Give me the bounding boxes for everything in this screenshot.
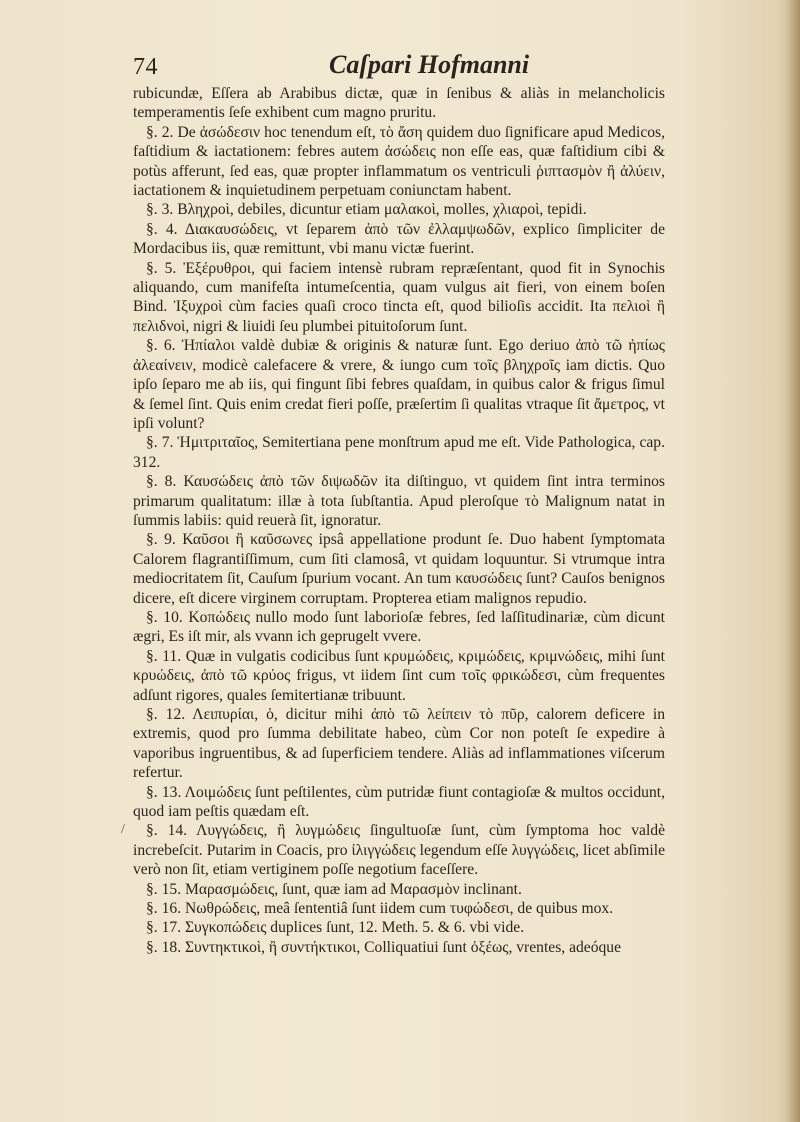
paragraph-8: §. 8. Καυσώδεις ἀπὸ τῶν διψωδῶν ita diſtinguo, vt quidem ſint intra terminos primarum qualitatum: illæ à tota ſubſtantia. Apud pleroſque τὸ Malignum natat in ſummis labiis: quid reuerà ſit, ignoratur. [133,473,665,529]
page-edge [786,0,800,1122]
text-body [133,84,665,957]
paragraph-9: §. 9. Καῦσοι ἢ καῦσωνες ipsâ appellatione produnt ſe. Duo habent ſymptomata Calorem flagrantiſſimum, cum ſiti clamosâ, vt quidam loquuntur. Si vtrumque intra mediocritatem ſit, Cauſum ſpurium vocant. An tum καυσώδεις ſunt? Cauſos benignos dicere, eſt dicere virginem corruptam. Propterea etiam malignos repudio. [133,531,665,607]
paragraph-15: §. 15. Μαρασμώδεις, ſunt, quæ iam ad Μαρασμὸν inclinant. [146,880,522,898]
paragraph-13: §. 13. Λοιμώδεις ſunt peſtilentes, cùm putridæ fiunt contagioſæ & multos occidunt, quod iam peſtis quædam eſt. [133,783,665,821]
paragraph-7: §. 7. Ἡμιτριταῖος, Semitertiana pene monſtrum apud me eſt. Vide Pathologica, cap. 312. [133,434,665,471]
paragraph-5: §. 5. Ἐξέρυθροι, qui faciem intensè rubram repræſentant, quod fit in Synochis aliquando, cum manifeſta intumeſcentia, quam vulgus ait fieri, von einem boſen Bind. Ἰξυχροὶ cùm facies quaſi croco tincta eſt, quod bilioſis accidit. Ita πελιοὶ ἢ πελιδνοὶ, nigri & liuidi ſeu plumbei pituitoſorum ſunt. [133,259,665,335]
paragraph-14: §. 14. Λυγγώδεις, ἢ λυγμώδεις ſingultuoſæ ſunt, cùm ſymptoma hoc valdè increbeſcit. Putarim in Coacis, pro ἰλιγγώδεις legendum eſſe λυγγώδεις, licet abſimile verò non ſit, etiam vertiginem poſſe negotium faceſſere. [133,822,665,879]
running-title: Caſpari Hofmanni [329,50,530,79]
paragraph-17: §. 17. Συγκοπώδεις duplices ſunt, 12. Meth. 5. & 6. vbi vide. [146,919,525,937]
paragraph-10: §. 10. Κοπώδεις nullo modo ſunt laborioſæ febres, ſed laſſitudinariæ, cùm dicunt ægri, Es iſt mir, als vvann ich geprugelt vvere. [133,608,665,646]
paragraph-2: §. 2. De ἀσώδεσιν hoc tenendum eſt, τὸ ἄση quidem duo ſignificare apud Medicos, faſtidium & iactationem: febres autem ἀσώδεις non eſſe eas, quæ faſtidium cibi & potùs afferunt, ſed eas, quæ propter inflammatum os ventriculi ῥιπτασμὸν ἢ ἀλύειν, iactationem & inquietudinem perpetuam coniunctam habent. [133,123,665,200]
paragraph-6: §. 6. Ἠπίαλοι valdè dubiæ & originis & naturæ ſunt. Ego deriuo ἀπὸ τῶ ἠπίως ἀλεαίνειν, modicè calefacere & vrere, & iungo cum τοῖς βληχροῖς iam dictis. Quo ipſo ſeparo me ab iis, qui fingunt ſibi febres quaſdam, in quibus calor & frigus ſimul & ſemel ſint. Quis enim credat fieri poſſe, præſertim ſi qualitas vtraque ſit ἄμετρος, vt ipſi volunt? [133,337,665,432]
paragraph-11: §. 11. Quæ in vulgatis codicibus ſunt κρυμώδεις, κριμώδεις, κριμνώδεις, mihi ſunt κρυώδεις, ἀπὸ τῶ κρύος frigus, vt iidem ſint cum τοῖς φρικώδεσι, cùm frequentes adſunt rigores, quales ſemitertianæ tribuunt. [133,647,665,704]
page-number: 74 [133,54,158,80]
paragraph-12: §. 12. Λειπυρίαι, ὁ, dicitur mihi ἀπὸ τῶ λείπειν τὸ πῦρ, calorem deficere in extremis, quod pro ſumma debilitate habeo, cùm Cor non poteſt ſe expedire à vaporibus ingruentibus, & ad ſuperficiem tendere. Aliàs ad inflammationes viſcerum refertur. [133,706,665,782]
paragraph-3: §. 3. Βληχροὶ, debiles, dicuntur etiam μαλακοὶ, molles, χλιαροὶ, tepidi. [146,201,587,219]
paragraph-16: §. 16. Νωθρώδεις, meâ ſententiâ ſunt iidem cum τυφώδεσι, de quibus mox. [146,900,614,918]
paragraph-4: §. 4. Διακαυσώδεις, vt ſeparem ἀπὸ τῶν ἐλλαμψωδῶν, explico ſimpliciter de Mordacibus iis, quæ remittunt, vbi manu victæ fuerint. [133,220,665,258]
margin-mark: / [121,822,125,837]
paragraph-18: §. 18. Συντηκτικοὶ, ἢ συντήκτικοι, Colliquatiui ſunt ὀξέως, vrentes, adeóque [146,938,622,956]
paragraph-intro: rubicundæ, Eſſera ab Arabibus dictæ, quæ in ſenibus & aliàs in melancholicis temperamentis ſeſe exhibent cum magno pruritu. [133,85,665,122]
